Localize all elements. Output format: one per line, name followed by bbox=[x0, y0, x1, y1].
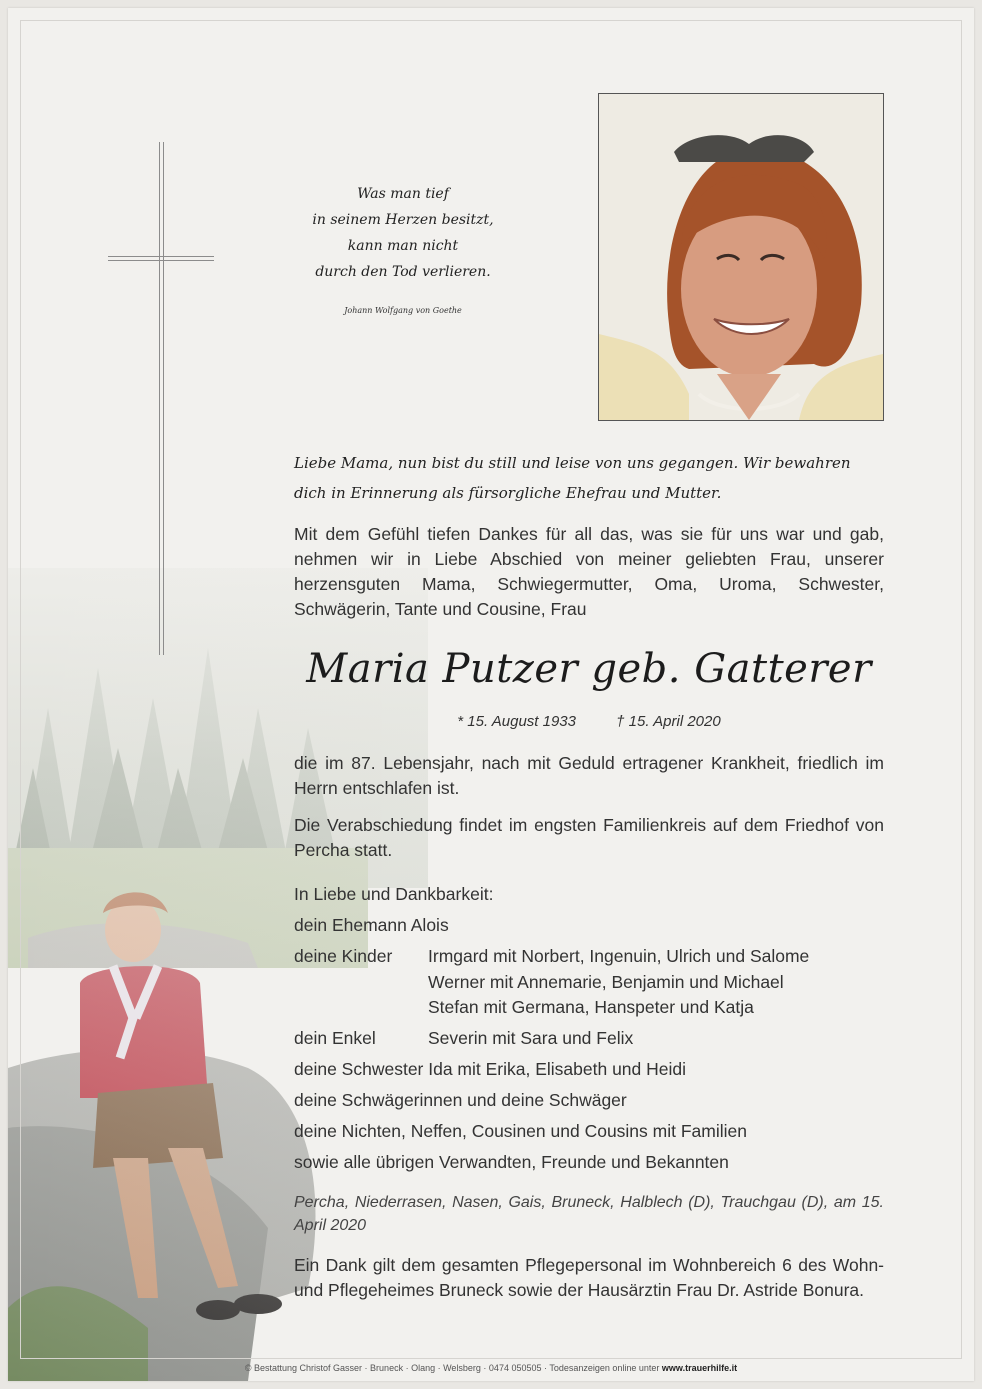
family-grandchild bbox=[294, 1026, 633, 1052]
family-sister: deine Schwester Ida mit Erika, Elisabeth und Heidi bbox=[294, 1059, 687, 1079]
passing-text: die im 87. Lebensjahr, nach mit Geduld ertragener Krankheit, friedlich im Herrn entschlafen ist. bbox=[294, 753, 884, 798]
grandchild-entry: Severin mit Sara und Felix bbox=[428, 1028, 634, 1048]
goethe-quote bbox=[308, 181, 498, 285]
family-others: sowie alle übrigen Verwandten, Freunde und Bekannten bbox=[294, 1152, 729, 1172]
obituary-page bbox=[8, 8, 974, 1381]
quote-line: kann man nicht bbox=[347, 238, 459, 254]
quote-line: durch den Tod verlieren. bbox=[315, 264, 491, 280]
footer-text: © Bestattung Christof Gasser · Bruneck · Olang · Welsberg · 0474 050505 · Todesanzeigen online unter bbox=[244, 1363, 660, 1373]
family-inlaws: deine Schwägerinnen und deine Schwäger bbox=[294, 1090, 627, 1110]
child-entry: Werner mit Annemarie, Benjamin und Michael bbox=[428, 971, 784, 992]
intro-script-text: Liebe Mama, nun bist du still und leise von uns gegangen. Wir bewahren dich in Erinnerung als fürsorgliche Ehefrau und Mutter. bbox=[294, 454, 851, 502]
child-entry: Stefan mit Germana, Hanspeter und Katja bbox=[428, 997, 754, 1017]
quote-line: Was man tief bbox=[357, 186, 449, 202]
thanks-text: Ein Dank gilt dem gesamten Pflegepersonal im Wohnbereich 6 des Wohn- und Pflegeheimes Bruneck sowie der Hausärztin Frau Dr. Astride Bonura. bbox=[294, 1255, 884, 1300]
quote-author: Johann Wolfgang von Goethe bbox=[344, 306, 462, 315]
grandchild-label: dein Enkel bbox=[294, 1028, 376, 1048]
death-date: † 15. April 2020 bbox=[616, 713, 721, 730]
family-children bbox=[294, 944, 809, 1021]
portrait-photo bbox=[598, 93, 884, 421]
place-date: Percha, Niederrasen, Nasen, Gais, Bruneck, Halblech (D), Trauchgau (D), am 15. April 2020 bbox=[294, 1194, 884, 1234]
family-intro: In Liebe und Dankbarkeit: bbox=[294, 884, 494, 904]
quote-line: in seinem Herzen besitzt, bbox=[312, 212, 494, 228]
children-label: deine Kinder bbox=[294, 946, 393, 966]
family-husband: dein Ehemann Alois bbox=[294, 915, 449, 935]
child-entry: Irmgard mit Norbert, Ingenuin, Ulrich und Salome bbox=[428, 946, 810, 966]
footer bbox=[8, 1363, 974, 1373]
family-nieces: deine Nichten, Neffen, Cousinen und Cousins mit Familien bbox=[294, 1121, 747, 1141]
life-dates bbox=[294, 713, 884, 730]
birth-date: * 15. August 1933 bbox=[457, 713, 576, 730]
farewell-text: Die Verabschiedung findet im engsten Familienkreis auf dem Friedhof von Percha statt. bbox=[294, 815, 884, 860]
intro-body-text: Mit dem Gefühl tiefen Dankes für all das, was sie für uns war und gab, nehmen wir in Liebe Abschied von meiner geliebten Frau, unserer herzensguten Mama, Schwiegermutter, Oma, Uroma, Schwester, Schwägerin, Tante und Cousine, Frau bbox=[294, 524, 884, 619]
deceased-name: Maria Putzer geb. Gatterer bbox=[306, 646, 872, 692]
footer-website-link[interactable]: www.trauerhilfe.it bbox=[661, 1363, 738, 1373]
